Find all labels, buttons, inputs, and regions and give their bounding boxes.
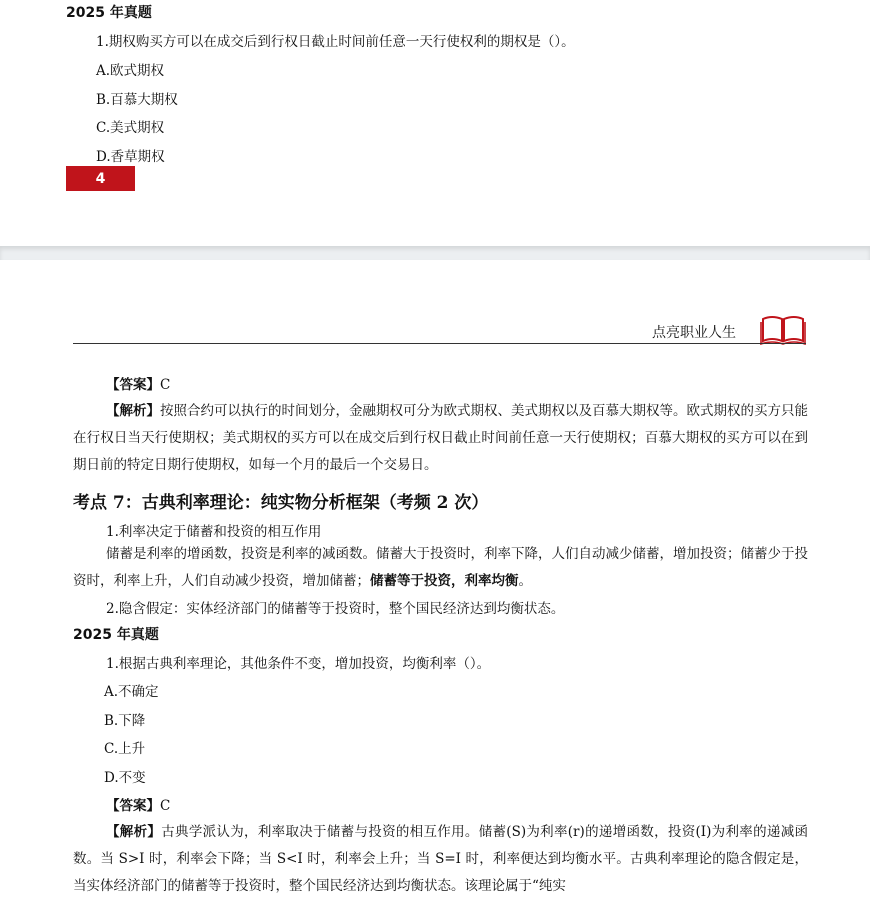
answer-label: 【答案】 [106, 377, 160, 393]
paragraph-emphasis: 储蓄等于投资，利率均衡 [370, 573, 519, 589]
header-rule [73, 343, 806, 344]
question-text: 1.期权购买方可以在成交后到行权日截止时间前任意一天行使权利的期权是（）。 [96, 34, 575, 50]
answer-value: C [160, 377, 171, 393]
page-separator [0, 246, 870, 260]
option-a: A.欧式期权 [96, 63, 165, 79]
answer-line [106, 373, 170, 393]
analysis-paragraph [73, 398, 808, 479]
answer-value: C [160, 798, 171, 814]
option-b: B.下降 [104, 713, 146, 729]
answer-label: 【答案】 [106, 798, 160, 814]
option-c: C.上升 [104, 741, 146, 757]
paragraph-text: 储蓄是利率的增函数，投资是利率的减函数。储蓄大于投资时，利率下降，人们自动减少储蓄，增加投资；储蓄少于投资时，利率上升，人们自动减少投资，增加储蓄； [73, 546, 808, 589]
section-paragraph [73, 541, 808, 595]
answer-line [106, 794, 170, 814]
option-b: B.百慕大期权 [96, 92, 178, 108]
point-1: 1.利率决定于储蓄和投资的相互作用 [106, 524, 322, 540]
option-d: D.不变 [104, 770, 146, 786]
option-a: A.不确定 [104, 684, 159, 700]
analysis-label: 【解析】 [106, 824, 162, 840]
option-d: D.香草期权 [96, 149, 165, 165]
header-slogan: 点亮职业人生 [652, 325, 736, 341]
year-heading: 2025 年真题 [66, 5, 152, 21]
page-number-badge: 4 [66, 166, 135, 191]
analysis-paragraph [73, 819, 808, 900]
point-2: 2.隐含假定：实体经济部门的储蓄等于投资时，整个国民经济达到均衡状态。 [106, 601, 565, 617]
year-heading: 2025 年真题 [73, 627, 159, 643]
paragraph-end: 。 [518, 573, 532, 589]
question-text: 1.根据古典利率理论，其他条件不变，增加投资，均衡利率（）。 [106, 656, 491, 672]
option-c: C.美式期权 [96, 120, 165, 136]
open-book-icon [760, 313, 806, 345]
analysis-text: 按照合约可以执行的时间划分，金融期权可分为欧式期权、美式期权以及百慕大期权等。欧式期权的买方只能在行权日当天行使期权；美式期权的买方可以在成交后到行权日截止时间前任意一天行使期权；百慕大期权的买方可以在到期日前的特定日期行使期权，如每一个月的最后一个交易日。 [73, 403, 808, 473]
section-title: 考点 7：古典利率理论：纯实物分析框架（考频 2 次） [73, 493, 489, 513]
analysis-text: 古典学派认为，利率取决于储蓄与投资的相互作用。储蓄(S)为利率(r)的递增函数，投资(I)为利率的递减函数。当 S>I 时，利率会下降；当 S<I 时，利率会上升；当 S=I 时，利率便达到均衡水平。古典利率理论的隐含假定是，当实体经济部门的储蓄等于投资时，整个国民经济达到均衡状态。该理论属于“纯实 [73, 824, 808, 894]
previous-page [0, 0, 870, 246]
analysis-label: 【解析】 [106, 403, 160, 419]
